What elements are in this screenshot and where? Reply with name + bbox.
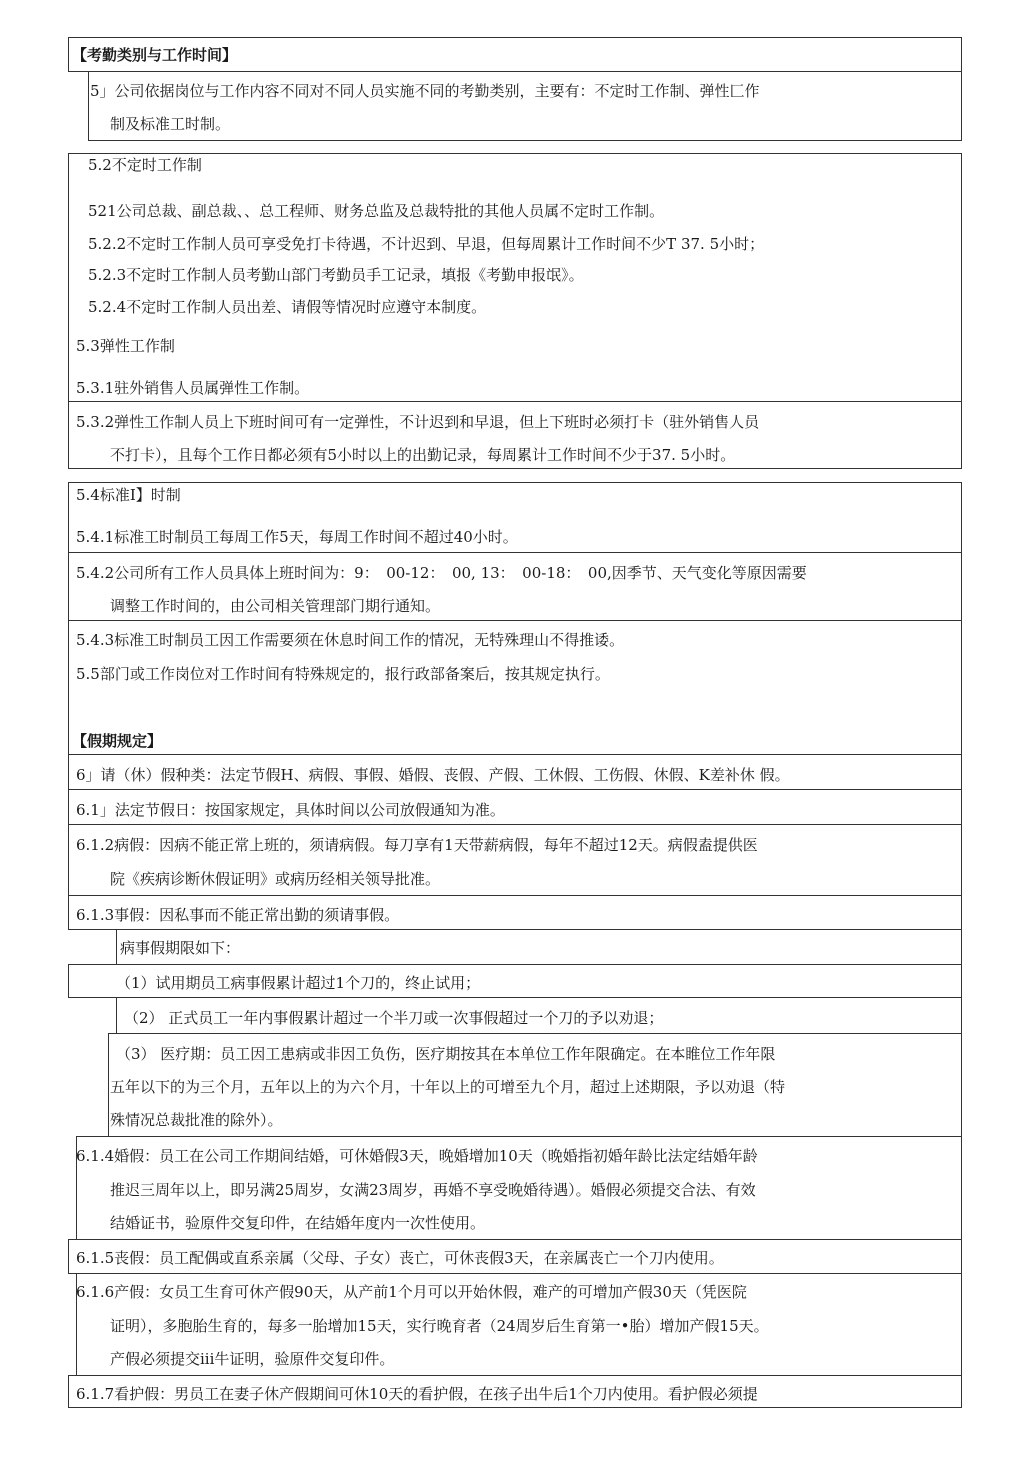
row-sick-limit-box — [116, 929, 962, 965]
line-6-1-6-cont1: 证明），多胞胎生育的，每多一胎增加15天，实行晚育者（24周岁后生育第一•胎）增加产假15天。 — [110, 1317, 769, 1335]
line-6-1-6: 6.1.6产假：女员工生育可休产假90天，从产前1个月可以开始休假，难产的可增加产假30天（凭医院 — [76, 1283, 747, 1301]
line-limit-1: （1）试用期员工病事假累计超过1个刀的，终止试用； — [116, 974, 481, 992]
line-5-3-2-cont: 不打卡），且每个工作日都必须有5小时以上的出勤记录，每周累计工作时间不少于37. 5小时。 — [110, 446, 736, 464]
line-5-5: 5.5部门或工作岗位对工作时间有特殊规定的，报行政部备案后，按其规定执行。 — [76, 665, 610, 683]
attendance-heading: 【考勤类别与工作时间】 — [72, 46, 238, 64]
line-6-1-6-cont2: 产假必须提交iii牛证明，验原件交复印件。 — [110, 1350, 395, 1368]
line-5-1: 5」公司依据岗位与工作内容不同对不同人员实施不同的考勤类别，主要有：不定时工作制、弹性匚作 — [90, 82, 760, 100]
line-5-4-1: 5.4.1标准工时制员工每周工作5天，每周工作时间不超过40小时。 — [76, 528, 518, 546]
section-5-3-title: 5.3弹性工作制 — [76, 337, 175, 355]
line-6-1-2-cont: 院《疾病诊断休假证明》或病历经相关领导批准。 — [110, 870, 441, 888]
line-limit-3: （3） 医疗期：员工因工患病或非因工负伤，医疗期按其在本单位工作年限确定。在本睢位工作年限 — [116, 1045, 776, 1063]
line-5-4-2: 5.4.2公司所有工作人员具体上班时间为：9： 00-12： 00, 13： 00-18： 00,因季节、天气变化等原因需要 — [76, 564, 807, 582]
line-5-2-1: 521公司总裁、副总裁、、总工程师、财务总监及总裁特批的其他人员属不定时工作制。 — [88, 202, 665, 220]
line-6: 6」请（休）假种类：法定节假H、病假、事假、婚假、丧假、产假、工休假、工伤假、休假、K差补休 假。 — [76, 766, 790, 784]
line-5-1-cont: 制及标准工时制。 — [110, 115, 231, 133]
section-5-4-title: 5.4标准I】时制 — [76, 486, 181, 504]
line-5-2-4: 5.2.4不定时工作制人员出差、请假等情况时应遵守本制度。 — [88, 298, 487, 316]
line-5-4-2-cont: 调整工作时间的，由公司相关管理部门期行通知。 — [110, 597, 441, 615]
line-6-1-4: 6.1.4婚假：员工在公司工作期间结婚，可休婚假3天，晚婚增加10天（晚婚指初婚年龄比法定结婚年龄 — [76, 1147, 758, 1165]
line-6-1: 6.1」法定节假日：按国家规定，具体时间以公司放假通知为准。 — [76, 801, 505, 819]
line-5-3-2: 5.3.2弹性工作制人员上下班时间可有一定弹性，不计迟到和早退，但上下班时必须打卡（驻外销售人员 — [76, 413, 760, 431]
line-6-1-4-cont2: 结婚证书，验原件交复印件，在结婚年度内一次性使用。 — [110, 1214, 486, 1232]
line-limit-3-cont1: 五年以下的为三个月，五年以上的为六个月，十年以上的可增至九个月，超过上述期限，予以劝退（特 — [110, 1078, 786, 1096]
section-5-2-title: 5.2不定时工作制 — [88, 156, 202, 174]
line-6-1-4-cont1: 推迟三周年以上，即另满25周岁，女满23周岁，再婚不享受晚婚待遇）。婚假必须提交合法、有效 — [110, 1181, 756, 1199]
holiday-heading: 【假期规定】 — [72, 732, 163, 750]
line-limit-2: （2） 正式员工一年内事假累计超过一个半刀或一次事假超过一个刀的予以劝退； — [124, 1009, 664, 1027]
line-6-1-7: 6.1.7看护假：男员工在妻子休产假期间可休10天的看护假，在孩子出牛后1个刀内使用。看护假必须提 — [76, 1385, 758, 1403]
line-limit-3-cont2: 殊情况总裁批准的除外）。 — [110, 1111, 283, 1129]
line-5-2-3: 5.2.3不定时工作制人员考勤山部门考勤员手工记录，填报《考勤申报氓》。 — [88, 266, 584, 284]
line-5-3-1: 5.3.1驻外销售人员属弹性工作制。 — [76, 379, 310, 397]
line-6-1-3: 6.1.3事假：因私事而不能正常出勤的须请事假。 — [76, 906, 400, 924]
line-sick-limit: 病事假期限如下： — [120, 939, 241, 957]
line-6-1-2: 6.1.2病假：因病不能正常上班的，须请病假。每刀享有1天带薪病假，每年不超过12天。病假盍提供医 — [76, 836, 758, 854]
line-5-2-2: 5.2.2不定时工作制人员可享受免打卡待遇，不计迟到、早退，但每周累计工作时间不少T 37. 5小时； — [88, 235, 765, 253]
line-6-1-5: 6.1.5丧假：员工配偶或直系亲属（父母、子女）丧亡，可休丧假3天，在亲属丧亡一个刀内使用。 — [76, 1249, 724, 1267]
line-5-4-3: 5.4.3标准工时制员工因工作需要须在休息时间工作的情况，无特殊理山不得推诿。 — [76, 631, 625, 649]
